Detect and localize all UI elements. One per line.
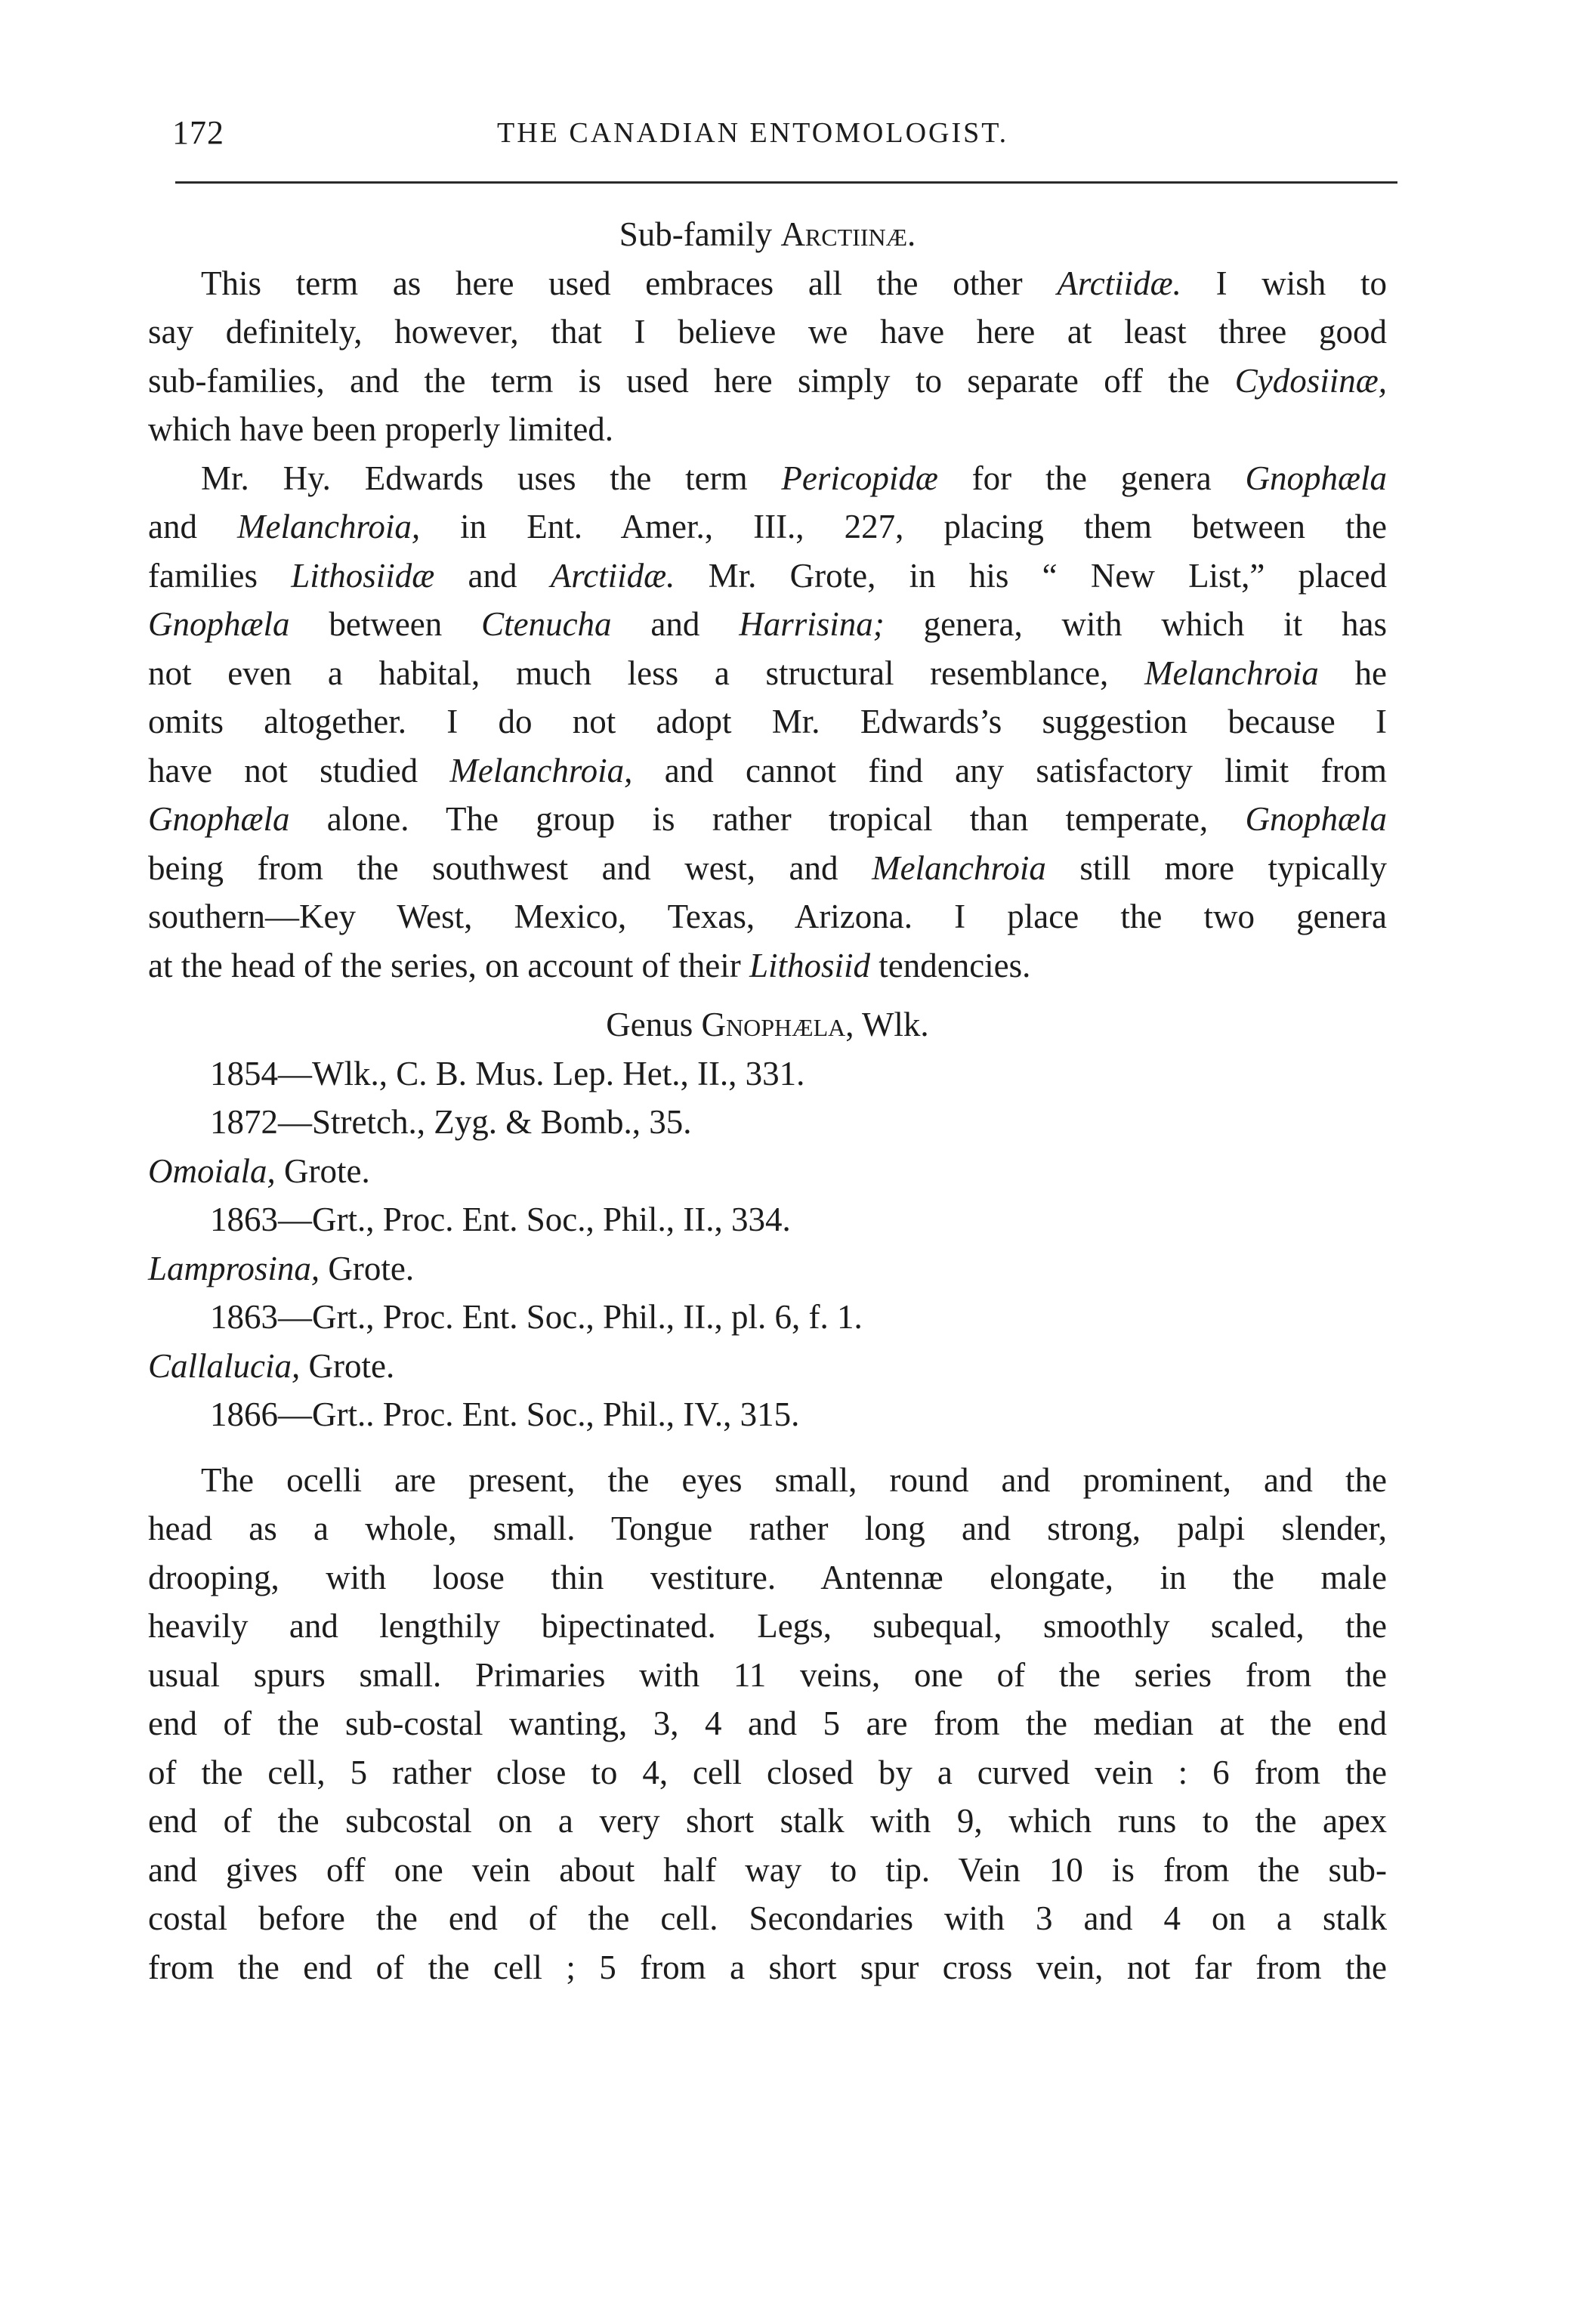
paragraph-3-line-9: and gives off one vein about half way to tip. Vein 10 is from the sub- [148, 1850, 1387, 1889]
text-run: have not studied [148, 751, 450, 790]
paragraph-1-line-1 [148, 259, 1387, 308]
synonym-author: Grote. [275, 1151, 370, 1190]
taxon-name: Lithosiidæ [291, 556, 435, 595]
paragraph-2-line-2 [148, 502, 1387, 552]
genus-reference: 1854—Wlk., C. B. Mus. Lep. Het., II., 331. [210, 1054, 805, 1092]
genus-heading-prefix: Genus [606, 1006, 702, 1043]
text-run: and cannot find any satisfactory limit from [632, 751, 1387, 790]
text-run: in Ent. Amer., III., 227, placing them between the [420, 508, 1387, 545]
taxon-name: Harrisina; [739, 605, 885, 643]
paragraph-1-line-2: say definitely, however, that I believe we have here at least three good [148, 313, 1387, 351]
taxon-name: Arctiidæ. [1057, 264, 1181, 302]
paragraph-2-line-7 [148, 746, 1387, 796]
taxon-name: Lamprosina, [148, 1249, 320, 1287]
page-body [148, 210, 1387, 1992]
paragraph-2-line-6: omits altogether. I do not adopt Mr. Edwards’s suggestion because I [148, 703, 1387, 740]
synonym-reference: 1863—Grt., Proc. Ent. Soc., Phil., II., pl. 6, f. 1. [210, 1298, 863, 1336]
taxon-name: Lithosiid [749, 946, 870, 984]
header-rule [175, 181, 1397, 184]
paragraph-2-line-1 [148, 454, 1387, 503]
taxon-name: Melanchroia, [449, 751, 633, 790]
paragraph-3-line-10: costal before the end of the cell. Secondaries with 3 and 4 on a stalk [148, 1899, 1387, 1937]
text-run: not even a habital, much less a structural resemblance, [148, 654, 1145, 692]
text-run: Mr. Hy. Edwards uses the term [201, 459, 782, 497]
taxon-name: Gnophæla [148, 605, 290, 643]
synonym-author: Grote. [300, 1346, 395, 1385]
taxon-name: Callalucia, [148, 1346, 301, 1385]
paragraph-3-line-7: of the cell, 5 rather close to 4, cell closed by a curved vein : 6 from the [148, 1753, 1387, 1791]
paragraph-2-line-10: southern—Key West, Mexico, Texas, Arizona. I place the two genera [148, 898, 1387, 935]
text-run: for the genera [937, 459, 1246, 497]
paragraph-3-line-2: head as a whole, small. Tongue rather long and strong, palpi slender, [148, 1510, 1387, 1547]
synonym-reference: 1866—Grt.. Proc. Ent. Soc., Phil., IV., 315. [210, 1395, 800, 1433]
paragraph-3-line-6: end of the sub-costal wanting, 3, 4 and 5 are from the median at the end [148, 1704, 1387, 1742]
paragraph-3-line-4: heavily and lengthily bipectinated. Legs, subequal, smoothly scaled, the [148, 1607, 1387, 1645]
paragraph-1-line-3 [148, 357, 1387, 406]
taxon-name: Cydosiinæ, [1234, 361, 1387, 400]
text-run: he [1318, 654, 1387, 692]
page-number: 172 [172, 114, 224, 151]
synonym-name [148, 1244, 1387, 1293]
taxon-name: Melanchroia [1144, 654, 1319, 692]
taxon-name: Melanchroia, [237, 508, 421, 545]
paragraph-2-line-5 [148, 649, 1387, 698]
paragraph-3-line-8: end of the subcostal on a very short stalk with 9, which runs to the apex [148, 1802, 1387, 1840]
text-run: and [148, 508, 238, 545]
text-run: families [148, 556, 292, 595]
paragraph-2-line-3 [148, 552, 1387, 601]
taxon-name: Omoiala, [148, 1151, 276, 1190]
text-run: and [434, 556, 551, 595]
paragraph-3-line-3: drooping, with loose thin vestiture. Antennæ elongate, in the male [148, 1558, 1387, 1596]
synonym-name [148, 1342, 1387, 1391]
paragraph-2-line-8 [148, 795, 1387, 844]
subfamily-heading-name: Arctiinæ. [780, 215, 916, 253]
text-run: genera, with which it has [884, 605, 1387, 643]
paragraph-1-line-4: which have been properly limited. [148, 410, 614, 448]
paragraph-2-line-11 [148, 941, 1387, 990]
text-run: alone. The group is rather tropical than temperate, [289, 800, 1246, 838]
text-run: I wish to [1181, 264, 1387, 302]
subfamily-heading-prefix: Sub-family [619, 215, 781, 253]
genus-heading [148, 1000, 1387, 1049]
text-run: Mr. Grote, in his “ New List,” placed [675, 556, 1387, 595]
text-run: at the head of the series, on account of their [148, 946, 749, 984]
running-title: THE CANADIAN ENTOMOLOGIST. [497, 117, 1009, 149]
synonym-reference: 1863—Grt., Proc. Ent. Soc., Phil., II., 334. [210, 1201, 791, 1238]
page-header [172, 113, 1419, 159]
taxon-name: Ctenucha [481, 605, 612, 643]
taxon-name: Arctiidæ. [550, 556, 675, 595]
taxon-name: Gnophæla [1245, 800, 1387, 838]
paragraph-3-line-1: The ocelli are present, the eyes small, round and prominent, and the [201, 1460, 1387, 1499]
text-run: This term as here used embraces all the other [201, 264, 1058, 302]
synonym-name [148, 1147, 1387, 1196]
paragraph-2-line-4 [148, 600, 1387, 649]
taxon-name: Gnophæla [148, 800, 290, 838]
genus-reference: 1872—Stretch., Zyg. & Bomb., 35. [210, 1103, 692, 1141]
text-run: between [289, 605, 482, 643]
genus-heading-author: Wlk. [854, 1006, 929, 1043]
genus-heading-name: Gnophæla, [701, 1006, 854, 1043]
subfamily-heading [148, 210, 1387, 259]
taxon-name: Melanchroia [872, 848, 1046, 887]
text-run: and [611, 605, 740, 643]
text-run: being from the southwest and west, and [148, 848, 872, 887]
taxon-name: Gnophæla [1245, 459, 1387, 497]
synonym-author: Grote. [320, 1249, 415, 1287]
text-run: sub-families, and the term is used here simply to separate off the [148, 361, 1235, 400]
paragraph-3-line-5: usual spurs small. Primaries with 11 veins, one of the series from the [148, 1655, 1387, 1694]
paragraph-3-line-11: from the end of the cell ; 5 from a short spur cross vein, not far from the [148, 1948, 1387, 1986]
paragraph-2-line-9 [148, 844, 1387, 893]
taxon-name: Pericopidæ [781, 459, 938, 497]
text-run: tendencies. [870, 946, 1031, 984]
text-run: still more typically [1045, 848, 1387, 887]
